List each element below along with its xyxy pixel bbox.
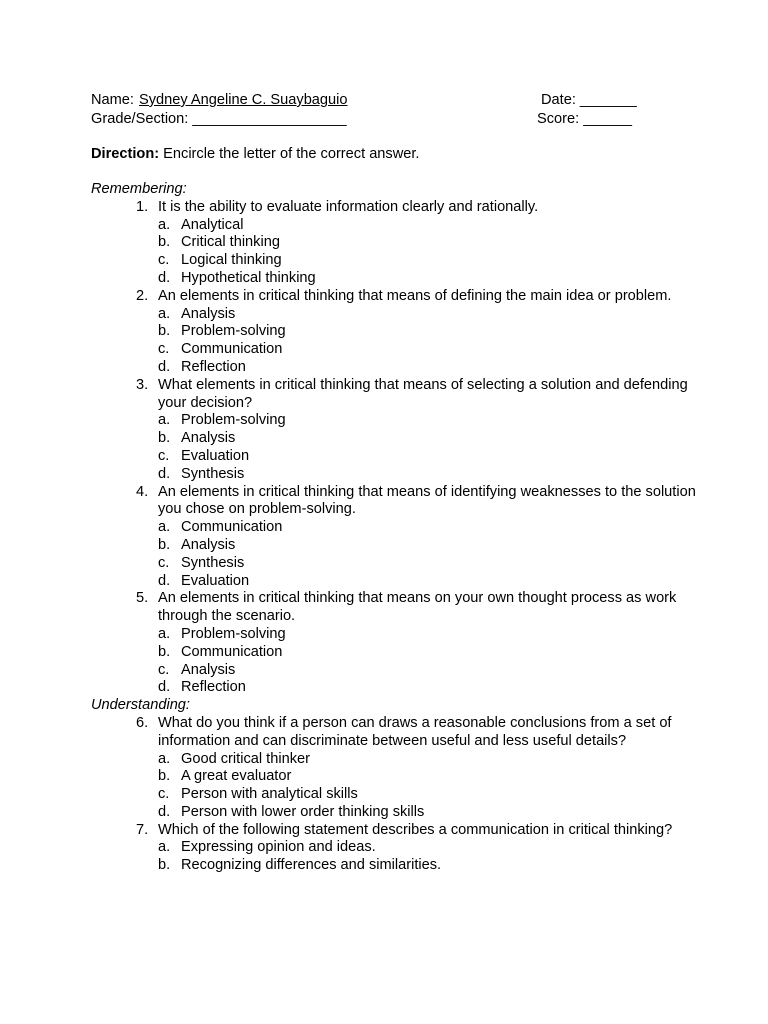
question-item	[0, 377, 768, 413]
option-letter[interactable]: b.	[158, 768, 171, 785]
option-letter[interactable]: d.	[158, 269, 171, 286]
question-text: What elements in critical thinking that means of selecting a solution and defending your decision?	[158, 376, 688, 411]
question-item	[0, 484, 768, 520]
question-text: It is the ability to evaluate information clearly and rationally.	[158, 198, 539, 215]
answer-option[interactable]	[0, 359, 768, 377]
name-label: Name:	[91, 92, 134, 108]
answer-option[interactable]	[0, 751, 768, 769]
option-letter[interactable]: b.	[158, 234, 171, 251]
option-letter[interactable]: b.	[158, 536, 171, 553]
option-letter[interactable]: a.	[158, 305, 171, 322]
option-letter[interactable]: a.	[158, 519, 171, 536]
option-text: Hypothetical thinking	[181, 269, 316, 286]
answer-option[interactable]	[0, 323, 768, 341]
option-text: A great evaluator	[181, 768, 292, 785]
option-letter[interactable]: c.	[158, 252, 170, 269]
option-text: Expressing opinion and ideas.	[181, 839, 376, 856]
answer-option[interactable]	[0, 341, 768, 359]
option-text: Communication	[181, 519, 283, 536]
option-text: Synthesis	[181, 554, 245, 571]
question-number: 6.	[136, 714, 149, 731]
answer-option[interactable]	[0, 573, 768, 591]
option-text: Logical thinking	[181, 252, 282, 269]
option-text: Problem-solving	[181, 323, 286, 340]
option-letter[interactable]: d.	[158, 679, 171, 696]
answer-option[interactable]	[0, 626, 768, 644]
answer-option[interactable]	[0, 217, 768, 235]
option-text: Analysis	[181, 305, 236, 322]
question-number: 7.	[136, 821, 149, 838]
question-number: 1.	[136, 198, 149, 215]
question-text: An elements in critical thinking that means of defining the main idea or problem.	[158, 287, 672, 304]
question-item	[0, 590, 768, 626]
direction-text: Encircle the letter of the correct answer.	[163, 146, 420, 162]
answer-option[interactable]	[0, 306, 768, 324]
answer-option[interactable]	[0, 537, 768, 555]
option-text: Reflection	[181, 358, 246, 375]
question-number: 2.	[136, 287, 149, 304]
option-letter[interactable]: a.	[158, 216, 171, 233]
option-text: Communication	[181, 643, 283, 660]
answer-option[interactable]	[0, 448, 768, 466]
question-item	[0, 288, 768, 306]
answer-option[interactable]	[0, 519, 768, 537]
student-name: Sydney Angeline C. Suaybaguio	[139, 92, 348, 108]
option-text: Communication	[181, 341, 283, 358]
option-letter[interactable]: d.	[158, 465, 171, 482]
answer-option[interactable]	[0, 430, 768, 448]
question-number: 3.	[136, 376, 149, 393]
answer-option[interactable]	[0, 412, 768, 430]
answer-option[interactable]	[0, 466, 768, 484]
question-text: Which of the following statement describes a communication in critical thinking?	[158, 821, 673, 838]
option-text: Analysis	[181, 536, 236, 553]
option-letter[interactable]: d.	[158, 358, 171, 375]
question-text: What do you think if a person can draws a reasonable conclusions from a set of information and can discriminate between useful and less useful details?	[158, 714, 672, 749]
answer-option[interactable]	[0, 679, 768, 697]
option-letter[interactable]: a.	[158, 412, 171, 429]
option-text: Analysis	[181, 661, 236, 678]
direction-label: Direction:	[91, 146, 160, 162]
option-letter[interactable]: d.	[158, 803, 171, 820]
option-text: Good critical thinker	[181, 750, 310, 767]
question-number: 5.	[136, 590, 149, 607]
option-text: Reflection	[181, 679, 246, 696]
option-text: Problem-solving	[181, 625, 286, 642]
question-item	[0, 199, 768, 217]
question-list	[0, 181, 768, 875]
option-text: Evaluation	[181, 572, 250, 589]
section-title: Understanding:	[91, 697, 190, 714]
option-letter[interactable]: b.	[158, 323, 171, 340]
question-number: 4.	[136, 483, 149, 500]
grade-section-field: Grade/Section: ___________________	[91, 111, 347, 127]
option-letter[interactable]: a.	[158, 750, 171, 767]
answer-option[interactable]	[0, 662, 768, 680]
question-text: An elements in critical thinking that means on your own thought process as work through the scenario.	[158, 590, 677, 625]
option-letter[interactable]: c.	[158, 447, 170, 464]
question-item	[0, 822, 768, 840]
question-item	[0, 715, 768, 751]
option-text: Analytical	[181, 216, 244, 233]
option-text: Person with lower order thinking skills	[181, 803, 425, 820]
option-text: Evaluation	[181, 447, 250, 464]
answer-option[interactable]	[0, 252, 768, 270]
answer-option[interactable]	[0, 839, 768, 857]
option-text: Recognizing differences and similarities.	[181, 857, 442, 874]
answer-option[interactable]	[0, 234, 768, 252]
option-text: Person with analytical skills	[181, 786, 358, 803]
answer-option[interactable]	[0, 644, 768, 662]
answer-option[interactable]	[0, 270, 768, 288]
option-text: Analysis	[181, 430, 236, 447]
option-letter[interactable]: d.	[158, 572, 171, 589]
answer-option[interactable]	[0, 768, 768, 786]
option-text: Problem-solving	[181, 412, 286, 429]
option-letter[interactable]: c.	[158, 341, 170, 358]
option-letter[interactable]: c.	[158, 661, 170, 678]
option-letter[interactable]: c.	[158, 786, 170, 803]
answer-option[interactable]	[0, 555, 768, 573]
answer-option[interactable]	[0, 857, 768, 875]
option-letter[interactable]: a.	[158, 839, 171, 856]
option-text: Synthesis	[181, 465, 245, 482]
score-field: Score: ______	[537, 111, 632, 127]
question-text: An elements in critical thinking that means of identifying weaknesses to the solution you chose on problem-solving.	[158, 483, 696, 518]
option-text: Critical thinking	[181, 234, 280, 251]
section-title: Remembering:	[91, 181, 187, 197]
option-letter[interactable]: b.	[158, 430, 171, 447]
answer-option[interactable]	[0, 804, 768, 822]
direction-line	[91, 146, 420, 164]
option-letter[interactable]: a.	[158, 625, 171, 642]
option-letter[interactable]: b.	[158, 857, 171, 874]
option-letter[interactable]: c.	[158, 554, 170, 571]
date-field: Date: _______	[541, 92, 637, 108]
answer-option[interactable]	[0, 786, 768, 804]
option-letter[interactable]: b.	[158, 643, 171, 660]
